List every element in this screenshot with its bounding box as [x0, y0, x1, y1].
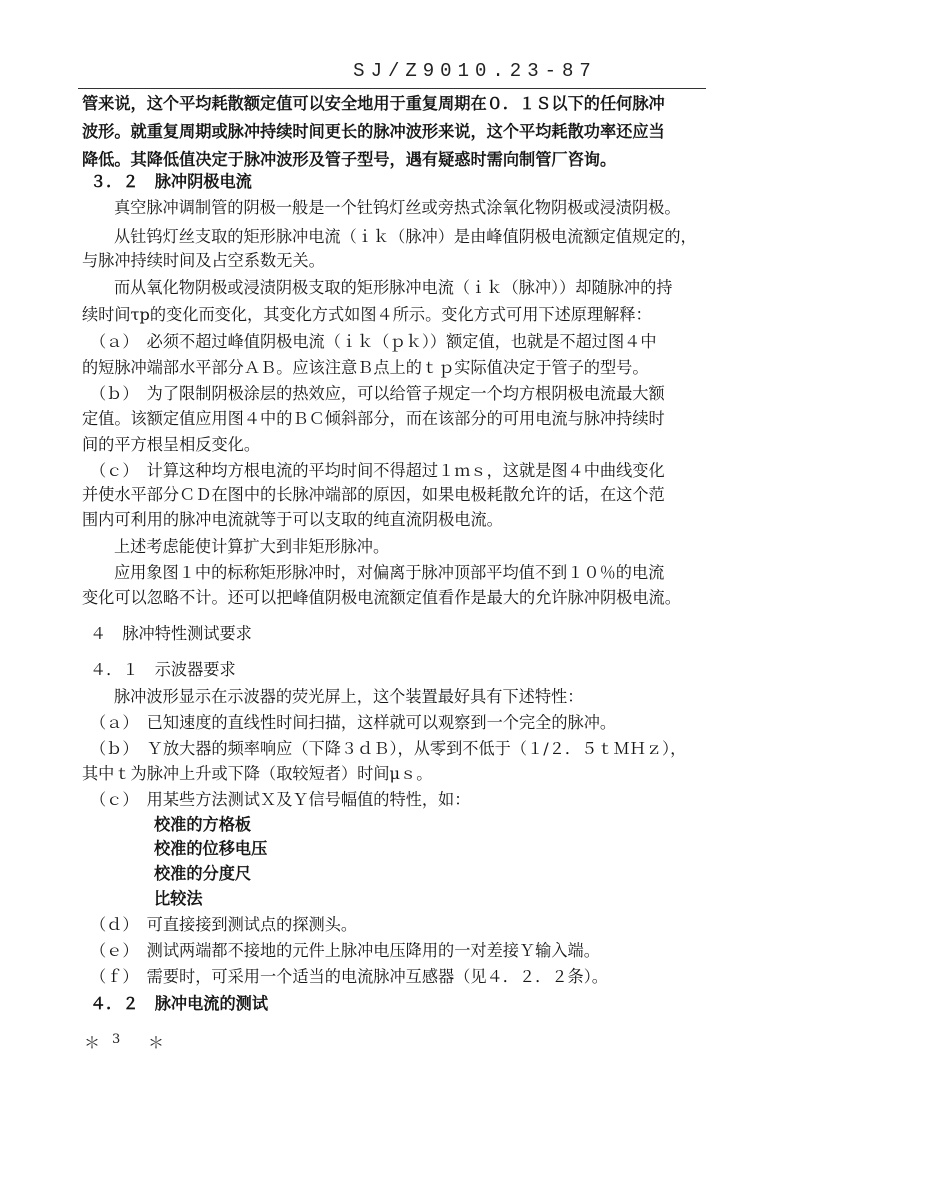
oscilloscope-c-list-item: 比较法: [154, 889, 203, 908]
oscilloscope-c-list-item: 校准的分度尺: [154, 864, 252, 883]
list-item-a-cont: 的短脉冲端部水平部分ＡＢ。应该注意Ｂ点上的ｔｐ实际值决定于管子的型号。: [82, 358, 649, 377]
paragraph-line: 而从氧化物阴极或浸渍阴极支取的矩形脉冲电流（ｉｋ（脉冲））却随脉冲的持: [114, 278, 673, 297]
oscilloscope-req-a: （ａ） 已知速度的直线性时间扫描，这样就可以观察到一个完全的脉冲。: [90, 713, 617, 732]
oscilloscope-req-c: （ｃ） 用某些方法测试Ｘ及Ｙ信号幅值的特性，如：: [90, 790, 471, 809]
footer-left-asterisk: ＊: [84, 1033, 101, 1052]
paragraph-line: 与脉冲持续时间及占空系数无关。: [82, 251, 325, 270]
oscilloscope-c-list-item: 校准的方格板: [154, 815, 252, 834]
paragraph-line: 变化可以忽略不计。还可以把峰值阴极电流额定值看作是最大的允许脉冲阴极电流。: [82, 588, 681, 607]
oscilloscope-req-b-cont: 其中ｔ为脉冲上升或下降（取较短者）时间μｓ。: [82, 764, 433, 783]
oscilloscope-req-b: （ｂ） Ｙ放大器的频率响应（下降３ｄＢ），从零到不低于（１/２．５ｔＭＨｚ），: [90, 739, 687, 758]
oscilloscope-req-e: （ｅ） 测试两端都不接地的元件上脉冲电压降用的一对差接Ｙ输入端。: [90, 941, 600, 960]
paragraph-line: 从钍钨灯丝支取的矩形脉冲电流（ｉｋ（脉冲）是由峰值阴极电流额定值规定的，: [114, 227, 697, 246]
header-rule: [78, 88, 706, 89]
paragraph-line: 波形。就重复周期或脉冲持续时间更长的脉冲波形来说，这个平均耗散功率还应当: [82, 122, 665, 141]
list-item-b-cont: 间的平方根呈相反变化。: [82, 435, 261, 454]
list-item-c-cont: 围内可利用的脉冲电流就等于可以支取的纯直流阴极电流。: [82, 510, 503, 529]
paragraph-line: 脉冲波形显示在示波器的荧光屏上，这个装置最好具有下述特性：: [114, 687, 584, 706]
list-item-c: （ｃ） 计算这种均方根电流的平均时间不得超过１ｍｓ，这就是图４中曲线变化: [90, 461, 665, 480]
footer-right-asterisk: ＊: [148, 1033, 165, 1052]
section-heading-3-2: ３．２ 脉冲阴极电流: [90, 172, 252, 191]
section-heading-4-1: ４．１ 示波器要求: [90, 660, 236, 679]
list-item-b-cont: 定值。该额定值应用图４中的ＢＣ倾斜部分，而在该部分的可用电流与脉冲持续时: [82, 409, 665, 428]
oscilloscope-req-f: （ｆ） 需要时，可采用一个适当的电流脉冲互感器（见４．２．２条）。: [90, 967, 608, 986]
document-number-header: SJ/Z9010.23-87: [353, 60, 597, 82]
paragraph-line: 真空脉冲调制管的阴极一般是一个钍钨灯丝或旁热式涂氧化物阴极或浸渍阴极。: [114, 198, 681, 217]
list-item-a: （ａ） 必须不超过峰值阴极电流（ｉｋ（ｐｋ））额定值，也就是不超过图４中: [90, 332, 657, 351]
list-item-c-cont: 并使水平部分ＣＤ在图中的长脉冲端部的原因，如果电极耗散允许的话，在这个范: [82, 485, 665, 504]
page-number: 3: [112, 1032, 121, 1047]
section-heading-4-2: ４．２ 脉冲电流的测试: [90, 994, 269, 1013]
paragraph-line: 上述考虑能使计算扩大到非矩形脉冲。: [114, 537, 390, 556]
paragraph-line: 管来说，这个平均耗散额定值可以安全地用于重复周期在０．１Ｓ以下的任何脉冲: [82, 94, 665, 113]
section-heading-4: ４ 脉冲特性测试要求: [90, 624, 252, 643]
oscilloscope-c-list-item: 校准的位移电压: [154, 839, 268, 858]
paragraph-line: 续时间τp的变化而变化，其变化方式如图４所示。变化方式可用下述原理解释：: [82, 305, 652, 324]
paragraph-line: 降低。其降低值决定于脉冲波形及管子型号，遇有疑惑时需向制管厂咨询。: [82, 150, 617, 169]
list-item-b: （ｂ） 为了限制阴极涂层的热效应，可以给管子规定一个均方根阴极电流最大额: [90, 384, 665, 403]
paragraph-line: 应用象图１中的标称矩形脉冲时，对偏离于脉冲顶部平均值不到１０％的电流: [114, 563, 665, 582]
oscilloscope-req-d: （ｄ） 可直接接到测试点的探测头。: [90, 915, 358, 934]
